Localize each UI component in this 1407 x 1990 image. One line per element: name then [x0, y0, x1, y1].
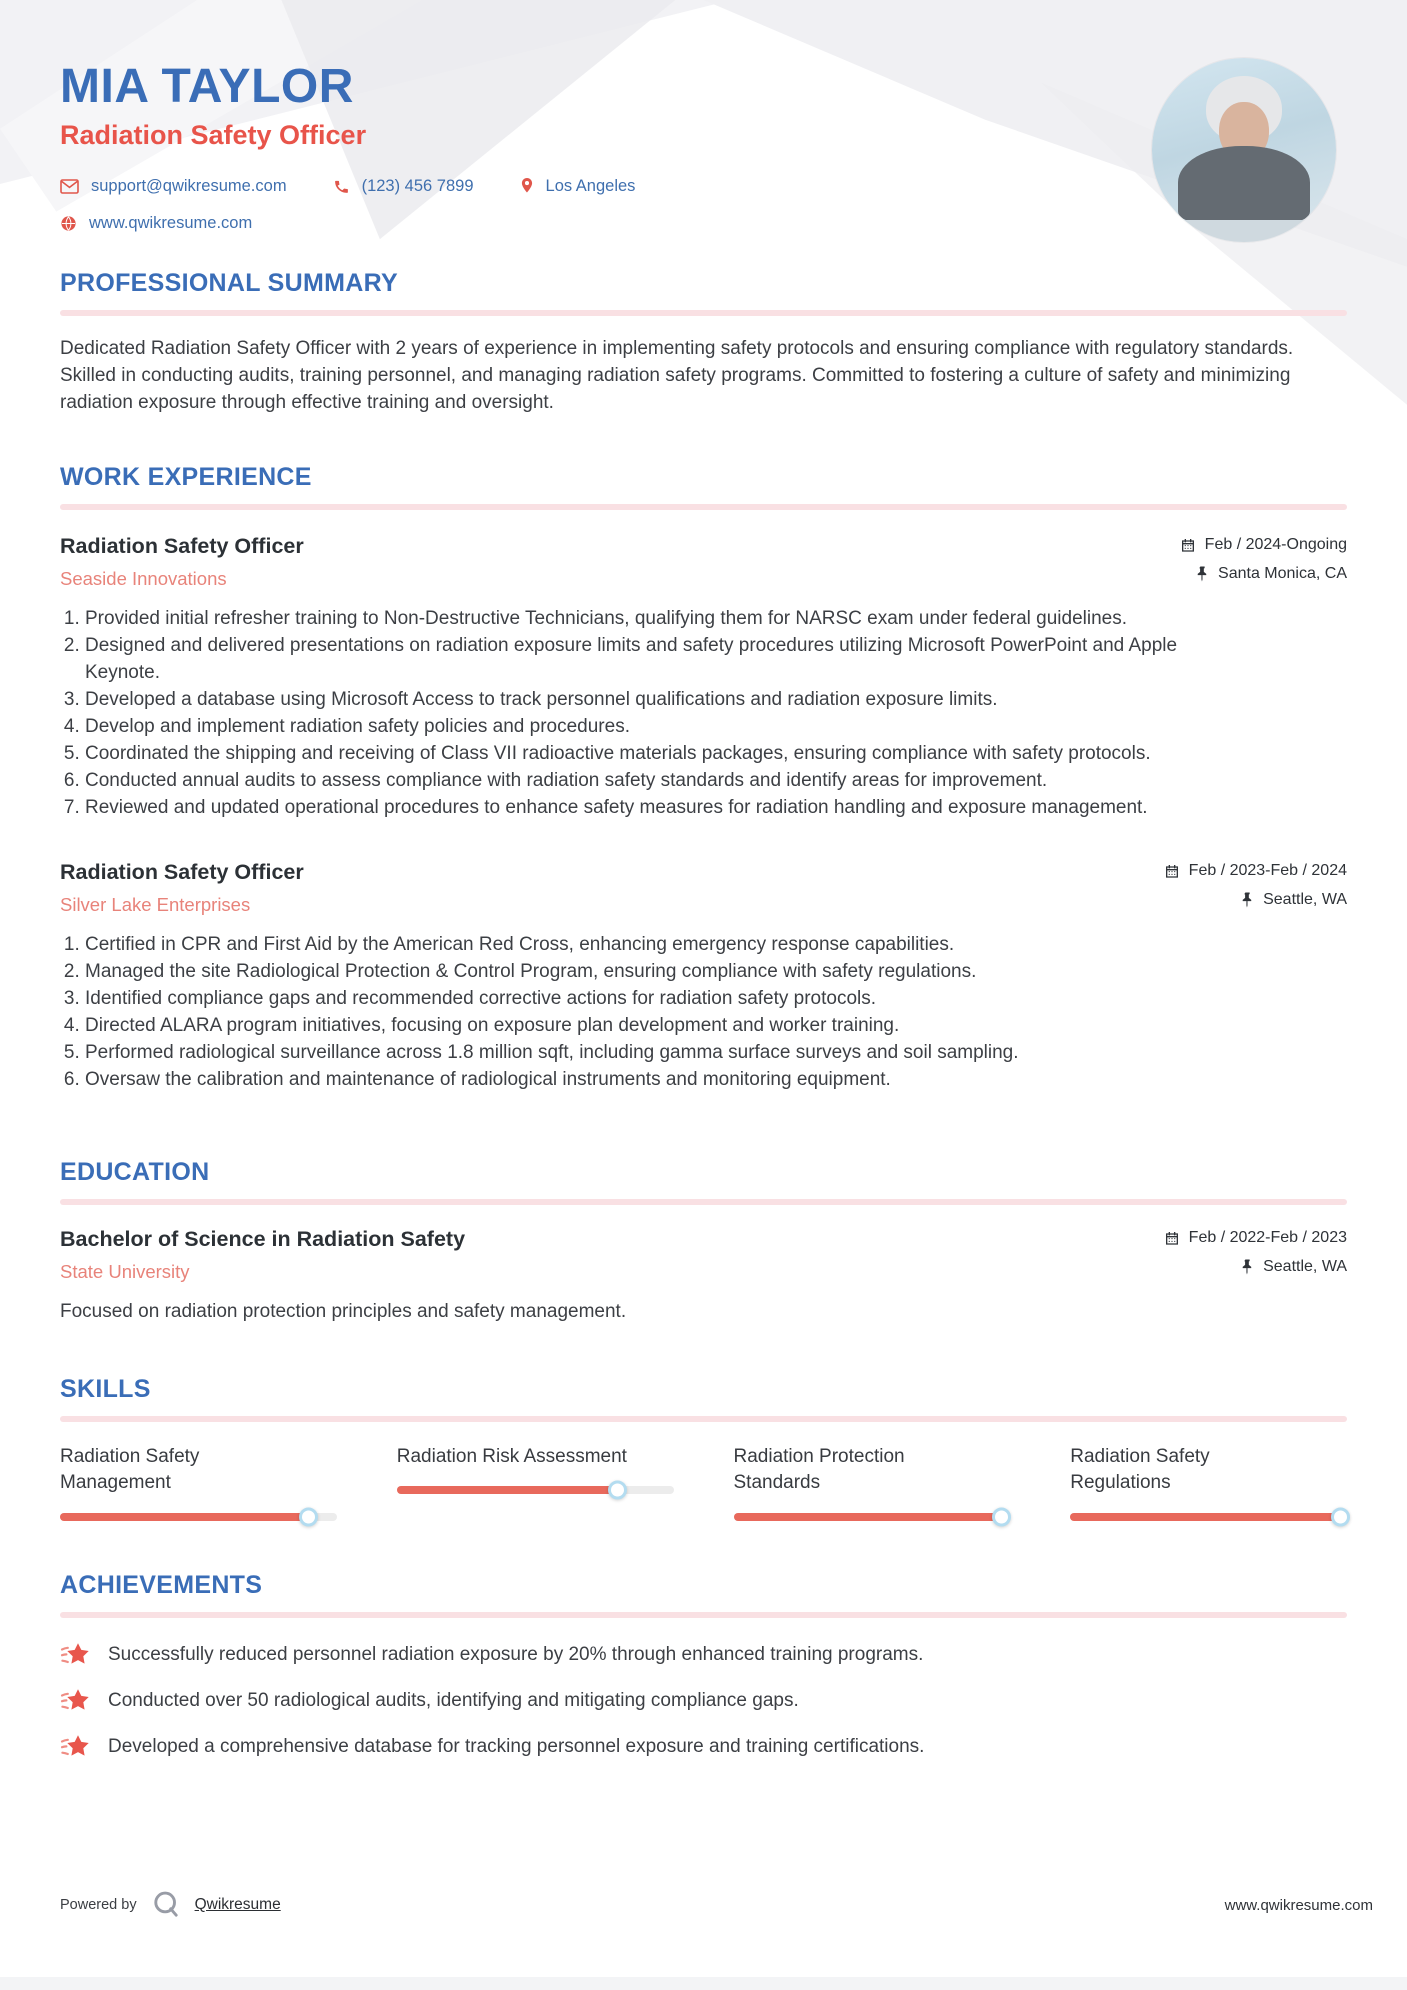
qwikresume-q-logo — [149, 1888, 183, 1922]
phone-icon — [333, 178, 350, 195]
job-entry-2 — [60, 860, 1347, 1094]
summary-text: Dedicated Radiation Safety Officer with 2 years of experience in implementing safety protocols and ensuring compliance with regulatory standards. Skilled in conducting audits, training personnel, and managing radiation safety programs. Committed to fostering a culture of safety and minimizing radiation exposure through effective training and oversight. — [60, 338, 1294, 414]
achievement-item — [60, 1734, 1347, 1760]
page-footer — [60, 1888, 1373, 1922]
contact-location — [520, 177, 636, 196]
achievement-text: Developed a comprehensive database for tracking personnel exposure and training certifications. — [108, 1736, 925, 1758]
section-underline — [60, 1416, 1347, 1422]
education-location — [1164, 1258, 1347, 1276]
person-job-title: Radiation Safety Officer — [60, 120, 367, 151]
powered-by-label: Powered by — [60, 1897, 137, 1913]
skill-progress-fill — [60, 1513, 309, 1521]
education-heading: EDUCATION — [60, 1157, 210, 1186]
education-entry — [60, 1227, 1347, 1323]
resume-header — [60, 62, 1347, 233]
calendar-icon — [1164, 1230, 1180, 1246]
job-bullet: 3. Identified compliance gaps and recommended corrective actions for radiation safety protocols. — [85, 986, 1225, 1013]
contact-website[interactable] — [60, 214, 252, 233]
contact-phone-text: (123) 456 7899 — [361, 177, 474, 196]
job-bullet: 4. Develop and implement radiation safety policies and procedures. — [85, 714, 1225, 741]
star-badge-icon — [60, 1734, 90, 1760]
education-dates — [1164, 1229, 1347, 1247]
skill-label: Radiation Safety Regulations — [1070, 1445, 1210, 1494]
job-company: Silver Lake Enterprises — [60, 894, 251, 916]
job-location — [1164, 891, 1347, 909]
skill-slider-knob — [608, 1481, 627, 1500]
calendar-icon — [1164, 863, 1180, 879]
skill-progress-track — [60, 1513, 337, 1521]
achievement-item — [60, 1642, 1347, 1668]
work-heading: WORK EXPERIENCE — [60, 463, 312, 492]
skill-slider-knob — [299, 1508, 318, 1527]
skill-slider-knob — [1331, 1508, 1350, 1527]
contact-row-1 — [60, 177, 1347, 196]
job-bullet: 2. Designed and delivered presentations on radiation exposure limits and safety procedures utilizing Microsoft PowerPoint and Apple Keynote. — [85, 633, 1225, 687]
section-achievements — [60, 1571, 1347, 1760]
skill-item — [60, 1444, 337, 1521]
job-dates-text: Feb / 2023-Feb / 2024 — [1188, 862, 1347, 880]
skill-label: Radiation Safety Management — [60, 1445, 200, 1494]
skill-progress-fill — [1070, 1513, 1341, 1521]
job-bullet: 2. Managed the site Radiological Protection & Control Program, ensuring compliance with safety regulations. — [85, 959, 1225, 986]
skill-progress-track — [397, 1486, 674, 1494]
contact-email-text: support@qwikresume.com — [91, 177, 287, 196]
job-bullet: 5. Performed radiological surveillance across 1.8 million sqft, including gamma surface surveys and soil sampling. — [85, 1040, 1225, 1067]
job-location-text: Seattle, WA — [1263, 891, 1347, 909]
pushpin-icon — [1241, 892, 1254, 908]
section-underline — [60, 1199, 1347, 1205]
section-underline — [60, 310, 1347, 316]
pushpin-icon — [1241, 1259, 1254, 1275]
person-name: MIA TAYLOR — [60, 60, 354, 113]
skill-progress-fill — [397, 1486, 618, 1494]
job-bullet: 6. Conducted annual audits to assess compliance with radiation safety standards and identify areas for improvement. — [85, 768, 1225, 795]
job-dates-text: Feb / 2024-Ongoing — [1204, 536, 1347, 554]
job-bullet: 6. Oversaw the calibration and maintenance of radiological instruments and monitoring equipment. — [85, 1067, 1225, 1094]
job-location — [1180, 565, 1347, 583]
pushpin-icon — [1196, 566, 1209, 582]
achievement-item — [60, 1688, 1347, 1714]
section-education — [60, 1158, 1347, 1323]
achievements-list — [60, 1642, 1347, 1760]
job-bullet: 3. Developed a database using Microsoft Access to track personnel qualifications and radiation exposure limits. — [85, 687, 1225, 714]
contact-website-text: www.qwikresume.com — [89, 214, 253, 233]
location-pin-icon — [520, 178, 534, 195]
section-professional-summary — [60, 269, 1347, 417]
job-bullet: 5. Coordinated the shipping and receiving of Class VII radioactive materials packages, ensuring compliance with safety protocols. — [85, 741, 1225, 768]
job-dates — [1164, 862, 1347, 880]
section-skills — [60, 1375, 1347, 1521]
section-underline — [60, 1612, 1347, 1618]
job-title: Radiation Safety Officer — [60, 860, 304, 885]
job-entry-1 — [60, 534, 1347, 822]
education-location-text: Seattle, WA — [1263, 1257, 1347, 1275]
calendar-icon — [1180, 537, 1196, 553]
qwikresume-brand-link[interactable]: Qwikresume — [194, 1896, 281, 1913]
skill-label: Radiation Risk Assessment — [396, 1445, 627, 1467]
skills-grid — [60, 1444, 1347, 1521]
envelope-icon — [60, 179, 79, 194]
skill-progress-track — [734, 1513, 1011, 1521]
job-bullet: 4. Directed ALARA program initiatives, focusing on exposure plan development and worker training. — [85, 1013, 1225, 1040]
skill-item — [397, 1444, 674, 1521]
contact-location-text: Los Angeles — [545, 177, 636, 196]
star-badge-icon — [60, 1688, 90, 1714]
skill-label: Radiation Protection Standards — [733, 1445, 905, 1494]
contact-phone[interactable] — [333, 177, 474, 196]
footer-website-link[interactable]: www.qwikresume.com — [1224, 1896, 1373, 1914]
job-title: Radiation Safety Officer — [60, 534, 304, 559]
section-underline — [60, 504, 1347, 510]
achievements-heading: ACHIEVEMENTS — [60, 1571, 263, 1600]
job-bullet: 1. Provided initial refresher training to Non-Destructive Technicians, qualifying them for NARSC exam under federal guidelines. — [85, 606, 1225, 633]
bottom-strip — [0, 1977, 1407, 1990]
contact-row-2 — [60, 214, 1347, 233]
star-badge-icon — [60, 1642, 90, 1668]
skill-item — [1070, 1444, 1347, 1521]
job-location-text: Santa Monica, CA — [1218, 565, 1347, 583]
education-description: Focused on radiation protection principles and safety management. — [60, 1300, 627, 1322]
achievement-text: Successfully reduced personnel radiation exposure by 20% through enhanced training programs. — [108, 1644, 924, 1666]
skill-progress-track — [1070, 1513, 1347, 1521]
skill-progress-fill — [734, 1513, 1002, 1521]
job-bullet: 1. Certified in CPR and First Aid by the American Red Cross, enhancing emergency response capabilities. — [85, 932, 1225, 959]
job-bullet-list — [60, 932, 1347, 1094]
skills-heading: SKILLS — [60, 1374, 151, 1403]
section-work-experience — [60, 463, 1347, 1094]
globe-icon — [60, 215, 77, 232]
contact-email[interactable] — [60, 177, 287, 196]
job-bullet: 7. Reviewed and updated operational procedures to enhance safety measures for radiation handling and exposure management. — [85, 795, 1225, 822]
education-school: State University — [60, 1260, 190, 1282]
job-bullet-list — [60, 606, 1347, 822]
education-degree: Bachelor of Science in Radiation Safety — [60, 1226, 466, 1251]
summary-heading: PROFESSIONAL SUMMARY — [60, 269, 398, 298]
achievement-text: Conducted over 50 radiological audits, identifying and mitigating compliance gaps. — [108, 1690, 799, 1712]
job-dates — [1180, 536, 1347, 554]
skill-item — [734, 1444, 1011, 1521]
skill-slider-knob — [992, 1508, 1011, 1527]
education-dates-text: Feb / 2022-Feb / 2023 — [1188, 1228, 1347, 1246]
job-company: Seaside Innovations — [60, 568, 227, 590]
